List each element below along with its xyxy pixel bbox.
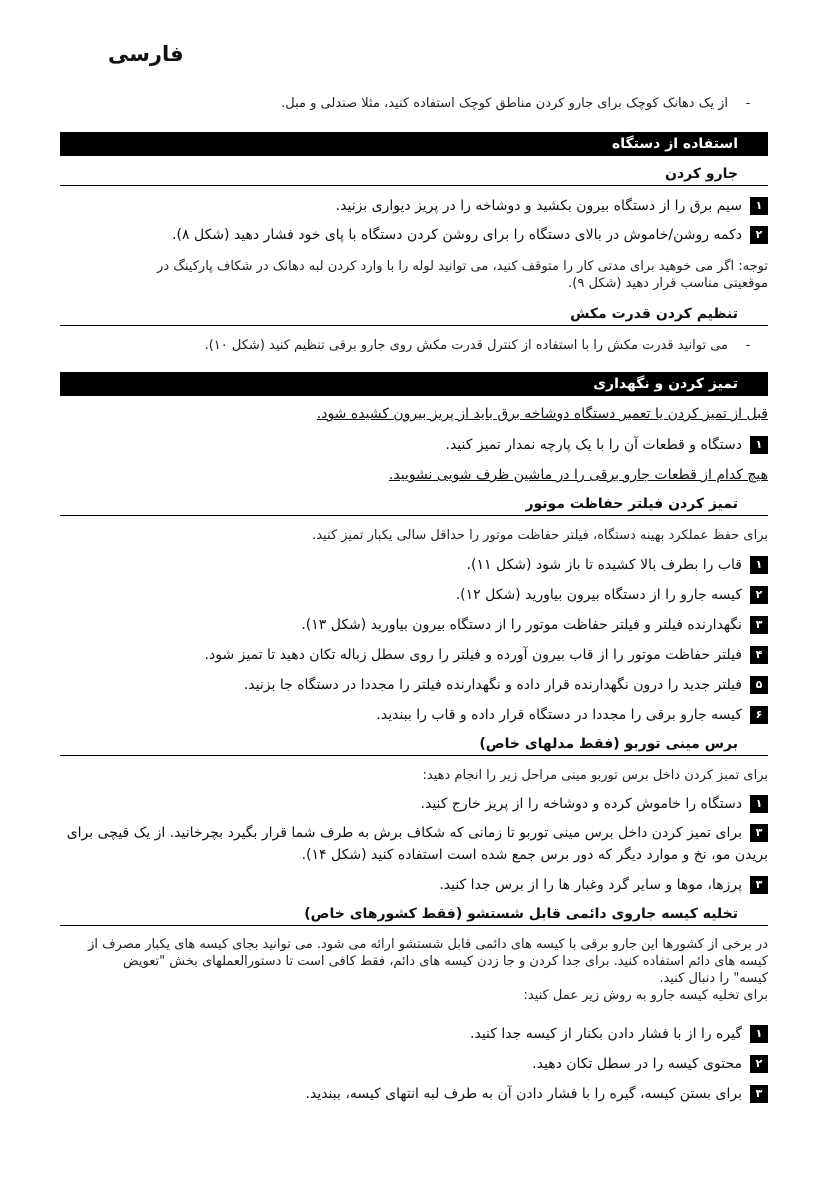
step: ۲کیسه جارو را از دستگاه بیرون بیاورید (شکل ۱۲). — [456, 586, 768, 604]
step: ۴فیلتر حفاظت موتور را از قاب بیرون آورده و فیلتر را روی سطل زباله تکان دهید تا تمیز شود. — [205, 646, 768, 664]
step: ۳برای تمیز کردن داخل برس مینی توربو تا زمانی که شکاف برش به طرف شما قرار بگیرد بچرخانید. از یک قیچی برای — [67, 824, 768, 842]
warning-text: هیچ کدام از قطعات جارو برقی را در ماشین ظرف شویی نشویید. — [388, 467, 768, 483]
step: ۵فیلتر جدید را درون نگهدارنده قرار داده و نگهدارنده فیلتر را مجددا در دستگاه جا بزنید. — [244, 676, 768, 694]
subsection-bag-title: تخلیه کیسه جاروی دائمی قابل شستشو (فقط کشورهای خاص) — [60, 904, 768, 926]
section-bar-using: استفاده از دستگاه — [60, 132, 768, 156]
step: ۱دستگاه را خاموش کرده و دوشاخه را از پریز خارج کنید. — [421, 795, 768, 813]
turbo-intro: برای تمیز کردن داخل برس توربو مینی مراحل زیر را انجام دهید: — [422, 768, 768, 783]
step: ۶کیسه جارو برقی را مجددا در دستگاه قرار داده و قاب را ببندید. — [376, 706, 768, 724]
warning-text: قبل از تمیز کردن یا تعمیر دستگاه دوشاخه برق باید از پریز بیرون کشیده شود. — [316, 406, 768, 422]
subsection-vacuum-title: جارو کردن — [60, 164, 768, 186]
intro-bullet: -از یک دهانک کوچک برای جارو کردن مناطق کوچک استفاده کنید، مثلا صندلی و مبل. — [281, 96, 751, 111]
page-language-title: فارسی — [108, 42, 184, 66]
suction-bullet: -می توانید قدرت مکش را با استفاده از کنترل قدرت مکش روی جارو برقی تنظیم کنید (شکل ۱۰). — [204, 338, 751, 353]
step-continuation: بریدن مو، نخ و موارد دیگر که دور برس جمع شده است استفاده کنید (شکل ۱۴). — [301, 847, 768, 863]
step: ١دستگاه و قطعات آن را با یک پارچه نمدار تمیز کنید. — [446, 436, 769, 454]
step: ۳برای بستن کیسه، گیره را با فشار دادن آن به طرف لبه انتهای کیسه، ببندید. — [306, 1085, 768, 1103]
step: ۲محتوی کیسه را در سطل تکان دهید. — [532, 1055, 768, 1073]
section-bar-cleaning: تمیز کردن و نگهداری — [60, 372, 768, 396]
bag-paragraph: در برخی از کشورها این جارو برقی با کیسه های دائمی قابل شستشو ارائه می شود. می توانید بجای کیسه های یکبار مصرف از کیسه های دائم استفاده کنید. برای جدا کردن و جا زدن کیسه های دائم، فقط کافی است تا دستورالعملهای بخش "تعویض کیسه" را دنبال کنید. برای تخلیه کیسه جارو به روش زیر عمل کنید: — [88, 937, 768, 1003]
note-paragraph: توجه: اگر می خوهید برای مدتی کار را متوقف کنید، می توانید لوله را با وارد کردن لبه دهانک در شکاف پارکینگ در موقعیتی مناسب قرار دهید (شکل ۹). — [157, 259, 768, 291]
step: ١سیم برق را از دستگاه بیرون بکشید و دوشاخه را در پریز دیواری بزنید. — [336, 197, 768, 215]
step: ۱قاب را بطرف بالا کشیده تا باز شود (شکل ۱۱). — [467, 556, 768, 574]
subsection-suction-title: تنظیم کردن قدرت مکش — [60, 304, 768, 326]
step: ۳نگهدارنده فیلتر و فیلتر حفاظت موتور را از دستگاه بیرون بیاورید (شکل ۱۳). — [301, 616, 768, 634]
subsection-filter-title: تمیز کردن فیلتر حفاظت موتور — [60, 494, 768, 516]
subsection-turbo-title: برس مینی توربو (فقط مدلهای خاص) — [60, 734, 768, 756]
step: ۱گیره را از با فشار دادن بکنار از کیسه جدا کنید. — [470, 1025, 768, 1043]
step: ۳پرزها، موها و سایر گرد وغبار ها را از برس جدا کنید. — [439, 876, 768, 894]
step: ٢دکمه روشن/خاموش در بالای دستگاه را برای روشن کردن دستگاه با پای خود فشار دهید (شکل ۸). — [172, 226, 768, 244]
filter-intro: برای حفظ عملکرد بهینه دستگاه، فیلتر حفاظت موتور را حداقل سالی یکبار تمیز کنید. — [312, 528, 768, 543]
